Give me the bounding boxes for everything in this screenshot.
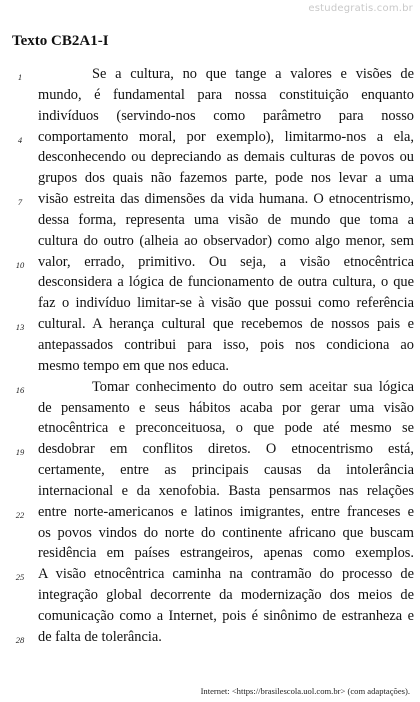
- text-title: Texto CB2A1-I: [12, 33, 109, 49]
- line-text: desdobrar em conflitos diretos. O etnocentrismo está,: [38, 441, 414, 458]
- line-text: etnocêntrica e preconceituosa, o que pode até mesmo se: [38, 420, 414, 437]
- line-number: 13: [15, 322, 25, 333]
- text-line: [0, 377, 420, 398]
- text-line: [0, 147, 420, 168]
- line-text: integração global decorrente da modernização dos meios de: [38, 587, 414, 604]
- line-text: visão estreita das dimensões da vida humana. O etnocentrismo,: [38, 191, 414, 208]
- text-line: [0, 606, 420, 627]
- line-text: certamente, entre as principais causas da intolerância: [38, 462, 414, 479]
- text-line: [0, 460, 420, 481]
- text-line: [0, 127, 420, 148]
- line-text: comunicação como a Internet, pois é sinônimo de estranheza e: [38, 607, 414, 624]
- text-line: [0, 293, 420, 314]
- line-text: desconsidera a lógica de funcionamento de outra cultura, o que: [38, 274, 414, 291]
- text-line: [0, 564, 420, 585]
- text-line: [0, 418, 420, 439]
- line-text: faz o indivíduo limitar-se à visão que possui como referência: [38, 295, 414, 312]
- line-text: de falta de tolerância.: [38, 628, 162, 645]
- text-line: [0, 356, 420, 377]
- line-number: 16: [15, 384, 25, 395]
- line-text: os povos vindos do norte do continente africano que buscam: [38, 524, 414, 541]
- text-line: [0, 252, 420, 273]
- line-number: 4: [17, 134, 23, 145]
- line-number: 10: [15, 259, 25, 270]
- line-text: indivíduos (servindo-nos como parâmetro para nosso: [38, 107, 414, 124]
- line-text: entre norte-americanos e latinos imigrantes, entre franceses e: [38, 503, 414, 520]
- text-line: [0, 502, 420, 523]
- line-number: 25: [15, 572, 25, 583]
- line-text: mundo, é fundamental para nossa constituição enquanto: [38, 86, 414, 103]
- line-text: cultura do outro (alheia ao observador) como algo menor, sem: [38, 232, 414, 249]
- line-text: dessa forma, representa uma visão de mundo que toma a: [38, 211, 414, 228]
- text-line: [0, 627, 420, 648]
- text-line: [0, 543, 420, 564]
- line-text: cultural. A herança cultural que recebemos de nossos pais e: [38, 316, 414, 333]
- line-text: residência em países estrangeiros, apenas como exemplos.: [38, 545, 414, 562]
- line-text: internacional e da xenofobia. Basta pensarmos nas relações: [38, 482, 414, 499]
- line-text: Tomar conhecimento do outro sem aceitar sua lógica: [92, 378, 414, 395]
- text-line: [0, 64, 420, 85]
- line-number: 19: [15, 447, 25, 458]
- line-text: Se a cultura, no que tange a valores e visões de: [92, 66, 414, 82]
- source-citation: Internet: <https://brasilescola.uol.com.br> (com adaptações).: [200, 686, 410, 696]
- line-number: 22: [15, 509, 25, 520]
- line-number: 7: [17, 197, 23, 208]
- text-line: [0, 585, 420, 606]
- line-text: de pensamento e seus hábitos acaba por gerar uma visão: [38, 399, 414, 416]
- line-text: antepassados contribui para isso, pois nos condiciona ao: [38, 336, 414, 353]
- text-line: [0, 481, 420, 502]
- text-line: [0, 210, 420, 231]
- line-text: valor, errado, primitivo. Ou seja, a visão etnocêntrica: [38, 253, 414, 270]
- line-text: A visão etnocêntrica caminha na contramão do processo de: [38, 566, 414, 583]
- text-line: [0, 272, 420, 293]
- text-line: [0, 85, 420, 106]
- text-line: [0, 231, 420, 252]
- line-number: 1: [17, 72, 23, 82]
- text-line: [0, 168, 420, 189]
- line-text: mesmo tempo em que nos educa.: [38, 357, 230, 374]
- line-text: desconhecendo ou depreciando as demais culturas de povos ou: [38, 149, 414, 166]
- text-line: [0, 106, 420, 127]
- text-line: [0, 398, 420, 419]
- text-line: [0, 439, 420, 460]
- line-text: grupos dos quais não fazemos parte, pode nos levar a uma: [38, 170, 414, 187]
- text-body: [0, 64, 420, 648]
- line-number: 28: [15, 634, 25, 645]
- text-line: [0, 523, 420, 544]
- line-text: comportamento moral, por exemplo), limitarmo-nos a ela,: [38, 128, 414, 145]
- site-watermark: estudegratis.com.br: [308, 3, 413, 14]
- text-line: [0, 335, 420, 356]
- text-line: [0, 189, 420, 210]
- text-line: [0, 314, 420, 335]
